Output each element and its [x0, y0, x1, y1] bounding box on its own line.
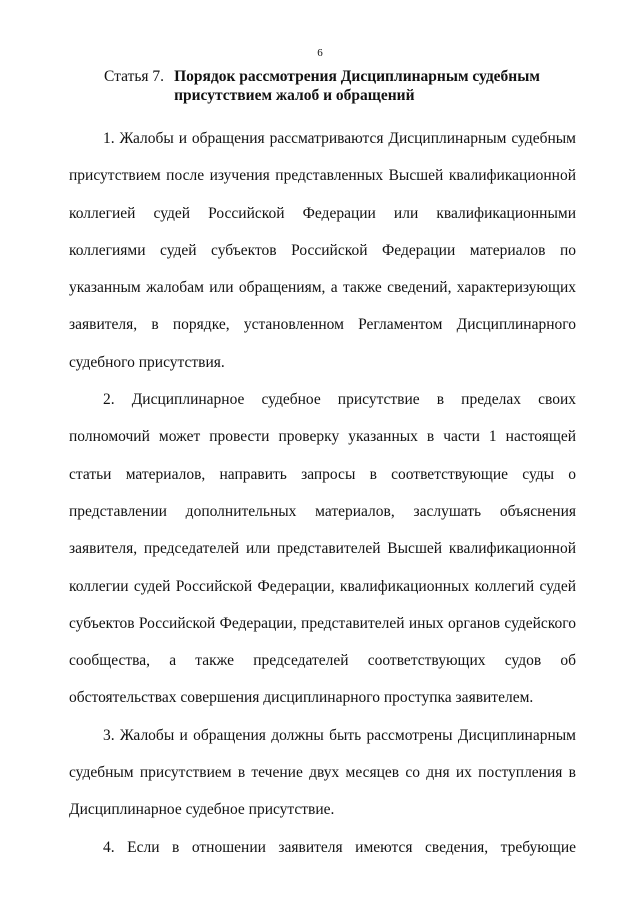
article-title: Порядок рассмотрения Дисциплинарным судебным присутствием жалоб и обращений: [174, 68, 540, 104]
paragraph-2: 2. Дисциплинарное судебное присутствие в пределах своих полномочий может провести проверку указанных в части 1 настоящей статьи материалов, направить запросы в соответствующие суды о представлении дополнительных материалов, заслушать объяснения заявителя, председателей или представителей Высшей квалификационной коллегии судей Российской Федерации, квалификационных коллегий судей субъектов Российской Федерации, представителей иных органов судейского сообщества, а также председателей соответствующих судов об обстоятельствах совершения дисциплинарного проступка заявителем.: [69, 391, 576, 707]
article-body: [69, 120, 576, 866]
paragraph-1: 1. Жалобы и обращения рассматриваются Дисциплинарным судебным присутствием после изучения представленных Высшей квалификационной коллегией судей Российской Федерации или квалификационными коллегиями судей субъектов Российской Федерации материалов по указанным жалобам или обращениям, а также сведений, характеризующих заявителя, в порядке, установленном Регламентом Дисциплинарного судебного присутствия.: [69, 130, 576, 371]
paragraph-4: 4. Если в отношении заявителя имеются сведения, требующие: [103, 838, 576, 856]
paragraph-3: 3. Жалобы и обращения должны быть рассмотрены Дисциплинарным судебным присутствием в течение двух месяцев со дня их поступления в Дисциплинарное судебное присутствие.: [69, 726, 576, 819]
article-heading: [104, 67, 584, 105]
article-label: Статья 7.: [104, 68, 165, 85]
page-number: 6: [317, 47, 323, 59]
